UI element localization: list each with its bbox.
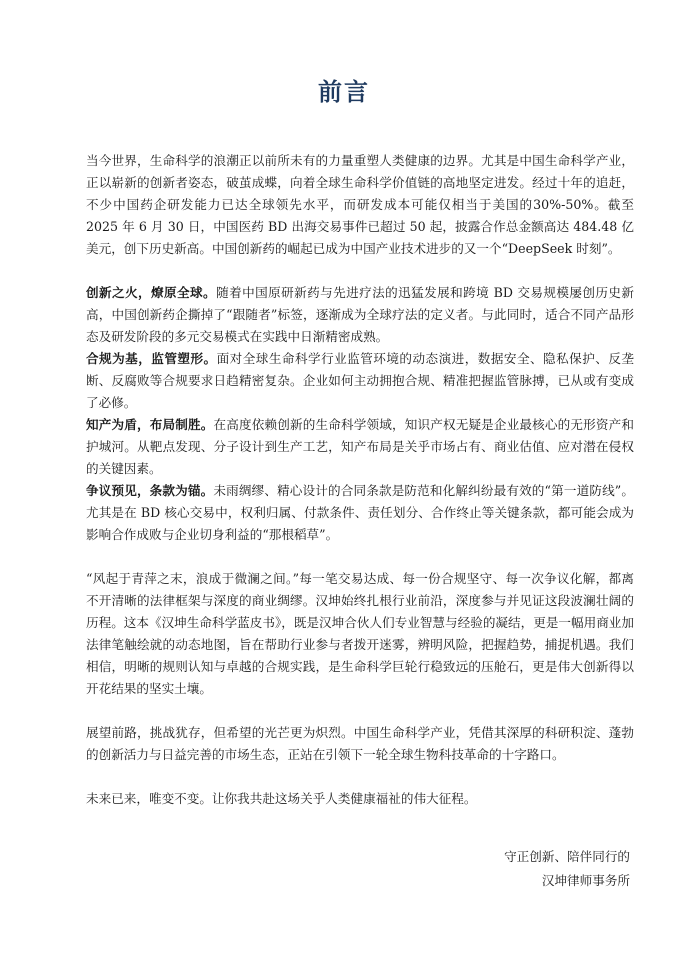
preface-body (86, 150, 634, 810)
paragraph-innovation-text: 随着中国原研新药与先进疗法的迅猛发展和跨境 BD 交易规模屡创历史新高，中国创新药企撕掉了“跟随者”标签，逐渐成为全球疗法的定义者。与此同时，适合不同产品形态及研发阶段的多元交易模式在实践中日渐精密成熟。 (86, 285, 635, 344)
paragraph-compliance-lead: 合规为基，监管塑形。 (86, 351, 217, 366)
paragraph-intro-text: 当今世界，生命科学的浪潮正以前所未有的力量重塑人类健康的边界。尤其是中国生命科学产业，正以崭新的创新者姿态，破茧成蝶，向着全球生命科学价值链的高地坚定进发。经过十年的追赶，不少中国药企研发能力已达全球领先水平，而研发成本可能仅相当于美国的30%-50%。截至 2025 年 6 月 30 日，中国医药 BD 出海交易事件已超过 50 起，披露合作总金额高达 484.48 亿美元，创下历史新高。中国创新药的崛起已成为中国产业技术进步的又一个“DeepSeek 时刻”。 (86, 153, 634, 256)
paragraph-dispute-text: 未雨绸缪、精心设计的合同条款是防范和化解纠纷最有效的“第一道防线”。尤其是在 BD 核心交易中，权利归属、付款条件、责任划分、合作终止等关键条款，都可能会成为影响合作成败与企业切身利益的“那根稻草”。 (86, 483, 634, 542)
paragraph-compliance (86, 348, 634, 414)
paragraph-dispute (86, 480, 634, 546)
paragraph-dispute-lead: 争议预见，条款为锚。 (86, 483, 214, 498)
page-title: 前言 (318, 77, 370, 106)
paragraph-quote-text: “风起于青萍之末，浪成于微澜之间。”每一笔交易达成、每一份合规坚守、每一次争议化解，都离不开清晰的法律框架与深度的商业绸缪。汉坤始终扎根行业前沿，深度参与并见证这段波澜壮阔的历程。这本《汉坤生命科学蓝皮书》，既是汉坤合伙人们专业智慧与经验的凝结，更是一幅用商业加法律笔触绘就的动态地图，旨在帮助行业参与者拨开迷雾，辨明风险，把握趋势，捕捉机遇。我们相信，明晰的规则认知与卓越的合规实践，是生命科学巨轮行稳致远的压舱石，更是伟大创新得以开花结果的坚实土壤。 (86, 571, 634, 696)
signature-line-1: 守正创新、陪伴同行的 (504, 849, 630, 864)
signature-block (504, 845, 630, 893)
signature-line-2: 汉坤律师事务所 (541, 873, 630, 888)
paragraph-quote (86, 568, 634, 700)
paragraph-compliance-text: 面对全球生命科学行业监管环境的动态演进，数据安全、隐私保护、反垄断、反腐败等合规要求日趋精密复杂。企业如何主动拥抱合规、精准把握监管脉搏，已从或有变成了必修。 (86, 351, 635, 410)
paragraph-ip-lead: 知产为盾，布局制胜。 (86, 417, 214, 432)
paragraph-closing-text: 未来已来，唯变不变。让你我共赴这场关乎人类健康福祉的伟大征程。 (86, 791, 477, 806)
paragraph-outlook-text: 展望前路，挑战犹存，但希望的光芒更为炽烈。中国生命科学产业，凭借其深厚的科研积淀、蓬勃的创新活力与日益完善的市场生态，正站在引领下一轮全球生物科技革命的十字路口。 (86, 725, 634, 762)
paragraph-innovation (86, 282, 634, 348)
paragraph-innovation-lead: 创新之火，燎原全球。 (86, 285, 217, 300)
paragraph-ip (86, 414, 634, 480)
paragraph-ip-text: 在高度依赖创新的生命科学领域，知识产权无疑是企业最核心的无形资产和护城河。从靶点发现、分子设计到生产工艺，知产布局是关乎市场占有、商业估值、应对潜在侵权的关键因素。 (86, 417, 635, 476)
paragraph-closing (86, 788, 634, 810)
paragraph-intro (86, 150, 634, 260)
paragraph-outlook (86, 722, 634, 766)
